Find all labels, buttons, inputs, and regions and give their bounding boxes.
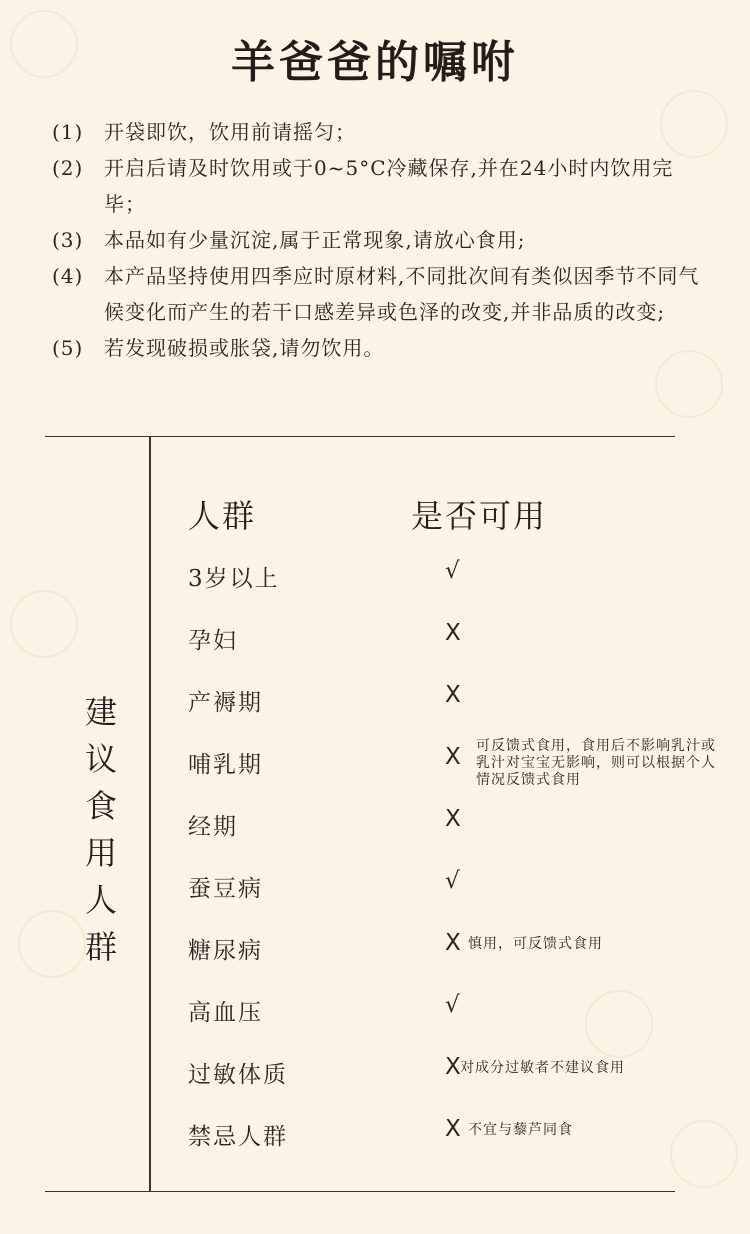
table-divider: [149, 437, 151, 1191]
row-mark: X: [445, 1054, 461, 1080]
row-group: 蚕豆病: [188, 876, 263, 902]
row-mark: X: [445, 1116, 461, 1142]
table-row: [188, 680, 675, 720]
row-note: 不宜与藜芦同食: [468, 1122, 573, 1138]
row-mark: X: [445, 682, 461, 708]
suitability-table: [45, 436, 716, 1192]
row-group: 3岁以上: [188, 566, 280, 592]
row-mark: √: [445, 558, 460, 584]
row-mark: √: [445, 868, 460, 894]
instruction-text: 本产品坚持使用四季应时原材料,不同批次间有类似因季节不同气候变化而产生的若干口感差异或色泽的改变,并非品质的改变;: [104, 264, 700, 324]
row-mark: X: [445, 806, 461, 832]
row-group: 高血压: [188, 1000, 263, 1026]
instruction-text: 开袋即饮，饮用前请摇匀；: [104, 120, 356, 144]
row-mark: √: [445, 992, 460, 1018]
row-group: 禁忌人群: [188, 1124, 288, 1150]
instruction-number: (2): [52, 156, 84, 180]
instruction-number: (1): [52, 120, 84, 144]
instruction-number: (4): [52, 264, 84, 288]
instruction-text: 开启后请及时饮用或于0~5°C冷藏保存,并在24小时内饮用完毕；: [104, 156, 674, 216]
instruction-list: [52, 114, 712, 366]
instruction-item: [52, 114, 712, 150]
row-note: 慎用，可反馈式食用: [468, 936, 603, 952]
watermark-circle: [670, 1120, 738, 1188]
row-group: 产褥期: [188, 690, 263, 716]
instruction-number: (5): [52, 336, 84, 360]
table-row: [188, 866, 675, 906]
table-row: [188, 738, 716, 788]
row-group: 糖尿病: [188, 938, 263, 964]
table-row: [188, 928, 675, 968]
row-group: 哺乳期: [188, 752, 263, 778]
table-row: [188, 618, 675, 658]
table-row: [188, 804, 675, 844]
row-group: 过敏体质: [188, 1062, 288, 1088]
row-note: 可反馈式食用，食用后不影响乳汁或乳汁对宝宝无影响，则可以根据个人情况反馈式食用: [476, 738, 716, 788]
table-row: [188, 1114, 675, 1154]
row-mark: X: [445, 744, 461, 770]
instruction-item: [52, 150, 712, 222]
instruction-item: [52, 222, 712, 258]
page-title: 羊爸爸的嘱咐: [231, 37, 519, 88]
table-row: [188, 990, 675, 1030]
instruction-number: (3): [52, 228, 84, 252]
instruction-item: [52, 330, 712, 366]
row-note: 对成分过敏者不建议食用: [460, 1060, 625, 1076]
row-mark: X: [445, 620, 461, 646]
instruction-item: [52, 258, 712, 330]
table-row: [188, 1052, 675, 1092]
header-available: 是否可用: [411, 497, 548, 535]
table-row: [188, 556, 675, 596]
instruction-text: 若发现破损或胀袋,请勿饮用。: [104, 336, 385, 360]
header-group: 人群: [188, 497, 257, 535]
table-side-label: 建议食用人群: [84, 693, 117, 966]
instruction-text: 本品如有少量沉淀,属于正常现象,请放心食用;: [104, 228, 526, 252]
row-group: 经期: [188, 814, 238, 840]
row-group: 孕妇: [188, 628, 238, 654]
row-mark: X: [445, 930, 461, 956]
